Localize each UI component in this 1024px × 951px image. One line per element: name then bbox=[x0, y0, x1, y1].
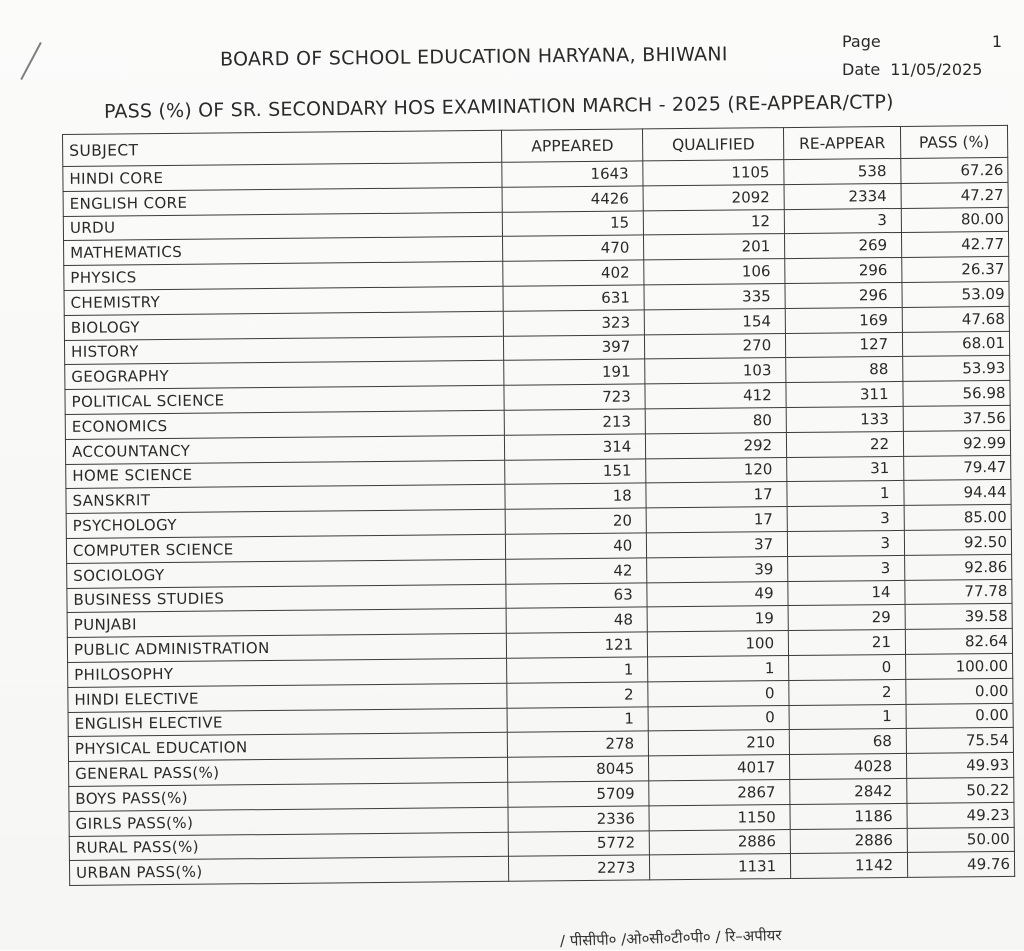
cell-subject: PSYCHOLOGY bbox=[66, 509, 506, 538]
cell-re-appear: 3 bbox=[784, 208, 901, 234]
cell-pass-percent: 26.37 bbox=[902, 257, 1009, 283]
cell-subject: PHYSICAL EDUCATION bbox=[68, 733, 508, 762]
cell-qualified: 210 bbox=[649, 730, 790, 756]
cell-pass-percent: 0.00 bbox=[906, 678, 1013, 704]
cell-re-appear: 2334 bbox=[784, 183, 901, 209]
cell-subject: URDU bbox=[63, 212, 503, 241]
cell-re-appear: 296 bbox=[785, 282, 902, 308]
cell-appeared: 5772 bbox=[509, 830, 650, 856]
cell-pass-percent: 68.01 bbox=[903, 331, 1010, 357]
cell-subject: BUSINESS STUDIES bbox=[67, 584, 507, 613]
cell-subject: HINDI ELECTIVE bbox=[68, 683, 508, 712]
cell-subject: COMPUTER SCIENCE bbox=[66, 534, 506, 563]
cell-appeared: 42 bbox=[506, 558, 647, 584]
cell-subject: MATHEMATICS bbox=[64, 237, 504, 266]
cell-re-appear: 3 bbox=[787, 506, 904, 532]
cell-qualified: 80 bbox=[645, 408, 786, 434]
cell-qualified: 335 bbox=[644, 284, 785, 310]
cell-pass-percent: 39.58 bbox=[905, 604, 1012, 630]
cell-qualified: 100 bbox=[648, 631, 789, 657]
cell-appeared: 278 bbox=[508, 731, 649, 757]
cell-pass-percent: 100.00 bbox=[906, 653, 1013, 679]
cell-subject: HINDI CORE bbox=[63, 162, 503, 191]
cell-pass-percent: 42.77 bbox=[902, 232, 1009, 258]
cell-re-appear: 127 bbox=[786, 332, 903, 358]
cell-appeared: 2336 bbox=[508, 806, 649, 832]
cell-qualified: 37 bbox=[647, 532, 788, 558]
cell-re-appear: 2 bbox=[789, 679, 906, 705]
cell-pass-percent: 53.93 bbox=[903, 356, 1010, 382]
cell-subject: GIRLS PASS(%) bbox=[69, 807, 509, 836]
cell-pass-percent: 94.44 bbox=[904, 480, 1011, 506]
cell-subject: PUNJABI bbox=[67, 609, 507, 638]
cell-qualified: 49 bbox=[647, 581, 788, 607]
cell-re-appear: 4028 bbox=[790, 754, 907, 780]
column-header-subject: SUBJECT bbox=[63, 130, 503, 166]
cell-re-appear: 538 bbox=[784, 158, 901, 184]
cell-re-appear: 22 bbox=[787, 431, 904, 457]
cell-re-appear: 269 bbox=[785, 233, 902, 259]
cell-appeared: 1 bbox=[507, 657, 648, 683]
cell-appeared: 323 bbox=[504, 310, 645, 336]
cell-re-appear: 1186 bbox=[790, 803, 907, 829]
cell-subject: ENGLISH ELECTIVE bbox=[68, 708, 508, 737]
cell-pass-percent: 50.00 bbox=[907, 827, 1014, 853]
cell-appeared: 63 bbox=[506, 582, 647, 608]
cell-pass-percent: 0.00 bbox=[906, 703, 1013, 729]
cell-pass-percent: 75.54 bbox=[906, 728, 1013, 754]
cell-qualified: 19 bbox=[647, 606, 788, 632]
cell-qualified: 1105 bbox=[643, 160, 784, 186]
table-body bbox=[63, 157, 1015, 885]
page-number: 1 bbox=[991, 32, 1002, 51]
cell-re-appear: 169 bbox=[785, 307, 902, 333]
cell-pass-percent: 37.56 bbox=[903, 405, 1010, 431]
cell-pass-percent: 49.76 bbox=[908, 852, 1015, 878]
cell-re-appear: 0 bbox=[789, 654, 906, 680]
cell-pass-percent: 47.68 bbox=[902, 306, 1009, 332]
cell-appeared: 40 bbox=[506, 533, 647, 559]
cell-subject: HISTORY bbox=[64, 336, 504, 365]
cell-appeared: 151 bbox=[505, 458, 646, 484]
cell-subject: PHYSICS bbox=[64, 261, 504, 290]
cell-pass-percent: 49.93 bbox=[907, 753, 1014, 779]
cell-pass-percent: 92.99 bbox=[903, 430, 1010, 456]
cell-qualified: 2867 bbox=[649, 779, 790, 805]
cell-qualified: 120 bbox=[646, 457, 787, 483]
cell-subject: CHEMISTRY bbox=[64, 286, 504, 315]
cell-re-appear: 2842 bbox=[790, 778, 907, 804]
cell-subject: BOYS PASS(%) bbox=[69, 782, 509, 811]
cell-appeared: 2273 bbox=[509, 855, 650, 881]
cell-pass-percent: 56.98 bbox=[903, 381, 1010, 407]
cell-re-appear: 296 bbox=[785, 258, 902, 284]
cell-qualified: 2886 bbox=[649, 829, 790, 855]
cell-pass-percent: 80.00 bbox=[901, 207, 1008, 233]
cell-subject: GENERAL PASS(%) bbox=[69, 757, 509, 786]
column-header-appeared: APPEARED bbox=[502, 129, 643, 162]
cell-re-appear: 21 bbox=[788, 630, 905, 656]
cell-subject: PHILOSOPHY bbox=[68, 658, 508, 687]
cell-qualified: 201 bbox=[644, 234, 785, 260]
date-value: 11/05/2025 bbox=[890, 60, 983, 79]
page-number-row bbox=[842, 28, 1002, 56]
cell-appeared: 2 bbox=[507, 682, 648, 708]
cell-pass-percent: 92.50 bbox=[904, 529, 1011, 555]
cell-appeared: 1 bbox=[507, 706, 648, 732]
cell-re-appear: 1 bbox=[789, 704, 906, 730]
cell-re-appear: 88 bbox=[786, 357, 903, 383]
column-header-pass-percent: PASS (%) bbox=[901, 125, 1008, 158]
cell-subject: SOCIOLOGY bbox=[67, 559, 507, 588]
cell-subject: ECONOMICS bbox=[65, 410, 505, 439]
cell-appeared: 8045 bbox=[508, 756, 649, 782]
board-title: BOARD OF SCHOOL EDUCATION HARYANA, BHIWANI bbox=[219, 43, 728, 71]
results-table bbox=[62, 125, 1015, 886]
cell-pass-percent: 82.64 bbox=[905, 629, 1012, 655]
cell-re-appear: 31 bbox=[787, 456, 904, 482]
cell-pass-percent: 85.00 bbox=[904, 505, 1011, 531]
cell-subject: BIOLOGY bbox=[64, 311, 504, 340]
cell-appeared: 18 bbox=[505, 483, 646, 509]
cell-pass-percent: 77.78 bbox=[905, 579, 1012, 605]
cell-re-appear: 1 bbox=[787, 481, 904, 507]
column-header-re-appear: RE-APPEAR bbox=[784, 126, 901, 159]
cell-subject: ACCOUNTANCY bbox=[65, 435, 505, 464]
cell-appeared: 121 bbox=[507, 632, 648, 658]
cell-re-appear: 3 bbox=[788, 555, 905, 581]
cell-subject: ENGLISH CORE bbox=[63, 187, 503, 216]
pen-stroke-mark bbox=[20, 42, 41, 80]
cell-appeared: 397 bbox=[504, 334, 645, 360]
cell-appeared: 191 bbox=[504, 359, 645, 385]
cell-subject: SANSKRIT bbox=[66, 485, 506, 514]
page-info bbox=[842, 28, 1002, 84]
column-header-qualified: QUALIFIED bbox=[643, 128, 784, 161]
date-row bbox=[842, 56, 1002, 84]
cell-pass-percent: 47.27 bbox=[901, 182, 1008, 208]
report-title: PASS (%) OF SR. SECONDARY HOS EXAMINATION MARCH - 2025 (RE-APPEAR/CTP) bbox=[103, 91, 894, 123]
cell-qualified: 103 bbox=[645, 358, 786, 384]
cell-re-appear: 14 bbox=[788, 580, 905, 606]
cell-qualified: 1 bbox=[648, 655, 789, 681]
cell-re-appear: 68 bbox=[789, 729, 906, 755]
cell-qualified: 1150 bbox=[649, 804, 790, 830]
cell-subject: GEOGRAPHY bbox=[65, 361, 505, 390]
cell-subject: PUBLIC ADMINISTRATION bbox=[67, 633, 507, 662]
cell-qualified: 0 bbox=[648, 680, 789, 706]
cell-appeared: 5709 bbox=[508, 781, 649, 807]
date-label: Date bbox=[842, 60, 881, 79]
cell-pass-percent: 49.23 bbox=[907, 802, 1014, 828]
cell-qualified: 292 bbox=[646, 432, 787, 458]
cell-qualified: 4017 bbox=[649, 755, 790, 781]
cell-re-appear: 29 bbox=[788, 605, 905, 631]
cell-appeared: 723 bbox=[504, 384, 645, 410]
cell-subject: HOME SCIENCE bbox=[66, 460, 506, 489]
cell-re-appear: 2886 bbox=[790, 828, 907, 854]
cell-subject: RURAL PASS(%) bbox=[69, 832, 509, 861]
cell-re-appear: 3 bbox=[788, 530, 905, 556]
cell-subject: POLITICAL SCIENCE bbox=[65, 385, 505, 414]
cell-qualified: 2092 bbox=[643, 184, 784, 210]
cell-qualified: 270 bbox=[645, 333, 786, 359]
cell-appeared: 20 bbox=[505, 508, 646, 534]
cell-qualified: 412 bbox=[645, 383, 786, 409]
cell-appeared: 631 bbox=[503, 285, 644, 311]
cell-qualified: 1131 bbox=[650, 854, 791, 880]
cell-appeared: 213 bbox=[505, 409, 646, 435]
cell-re-appear: 133 bbox=[786, 406, 903, 432]
cell-qualified: 17 bbox=[646, 507, 787, 533]
cell-qualified: 12 bbox=[644, 209, 785, 235]
cell-pass-percent: 92.86 bbox=[905, 554, 1012, 580]
cell-re-appear: 1142 bbox=[791, 853, 908, 879]
cell-appeared: 402 bbox=[503, 260, 644, 286]
cell-appeared: 314 bbox=[505, 434, 646, 460]
footer-note: / पीसीपी० /ओ०सी०टी०पी० / रि–अपीयर bbox=[559, 926, 782, 950]
results-table-wrapper bbox=[62, 125, 1015, 886]
cell-pass-percent: 67.26 bbox=[901, 157, 1008, 183]
cell-qualified: 154 bbox=[644, 308, 785, 334]
cell-appeared: 1643 bbox=[502, 161, 643, 187]
cell-appeared: 48 bbox=[506, 607, 647, 633]
cell-qualified: 0 bbox=[648, 705, 789, 731]
page-label: Page bbox=[842, 32, 881, 51]
cell-pass-percent: 50.22 bbox=[907, 777, 1014, 803]
cell-subject: URBAN PASS(%) bbox=[69, 857, 509, 886]
cell-qualified: 106 bbox=[644, 259, 785, 285]
cell-appeared: 4426 bbox=[502, 186, 643, 212]
cell-pass-percent: 53.09 bbox=[902, 281, 1009, 307]
cell-qualified: 39 bbox=[647, 556, 788, 582]
cell-qualified: 17 bbox=[646, 482, 787, 508]
cell-appeared: 15 bbox=[503, 211, 644, 237]
cell-pass-percent: 79.47 bbox=[904, 455, 1011, 481]
cell-re-appear: 311 bbox=[786, 382, 903, 408]
cell-appeared: 470 bbox=[503, 235, 644, 261]
